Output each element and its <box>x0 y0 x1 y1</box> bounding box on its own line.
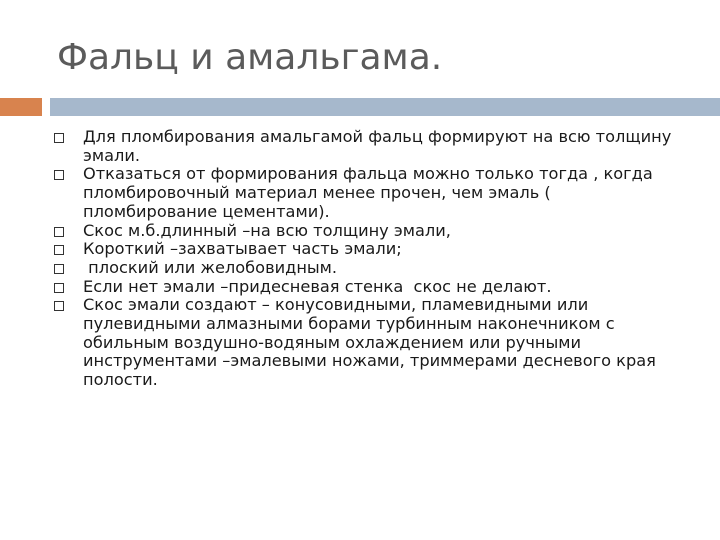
hollow-square-bullet-icon <box>54 245 64 255</box>
hollow-square-bullet-icon <box>54 170 64 180</box>
bullet-list <box>50 128 680 390</box>
bullet-text: Если нет эмали –придесневая стенка скос не делают. <box>83 276 552 296</box>
hollow-square-bullet-icon <box>54 133 64 143</box>
bullet-item <box>50 222 680 241</box>
hollow-square-bullet-icon <box>54 264 64 274</box>
bullet-text: плоский или желобовидным. <box>83 257 338 277</box>
slide-title: Фальц и амальгама. <box>57 37 443 78</box>
bullet-item <box>50 165 680 221</box>
bullet-text: Для пломбирования амальгамой фальц формируют на всю толщину эмали. <box>83 127 672 165</box>
bullet-item <box>50 296 680 390</box>
title-accent-bar-blue <box>50 98 720 116</box>
bullet-item <box>50 128 680 165</box>
bullet-text: Скос м.б.длинный –на всю толщину эмали, <box>83 220 451 240</box>
bullet-text: Отказаться от формирования фальца можно только тогда , когда пломбировочный материал менее прочен, чем эмаль ( пломбирование цементами). <box>83 164 653 221</box>
hollow-square-bullet-icon <box>54 283 64 293</box>
bullet-item <box>50 259 680 278</box>
bullet-text: Скос эмали создают – конусовидными, пламевидными или пулевидными алмазными борами турбинным наконечником с обильным воздушно-водяным охлаждением или ручными инструментами –эмалевыми ножами, триммерами десневого края полости. <box>83 295 656 390</box>
bullet-item <box>50 278 680 297</box>
hollow-square-bullet-icon <box>54 227 64 237</box>
title-accent-bar-orange <box>0 98 42 116</box>
bullet-item <box>50 240 680 259</box>
bullet-text: Короткий –захватывает часть эмали; <box>83 239 402 259</box>
hollow-square-bullet-icon <box>54 301 64 311</box>
